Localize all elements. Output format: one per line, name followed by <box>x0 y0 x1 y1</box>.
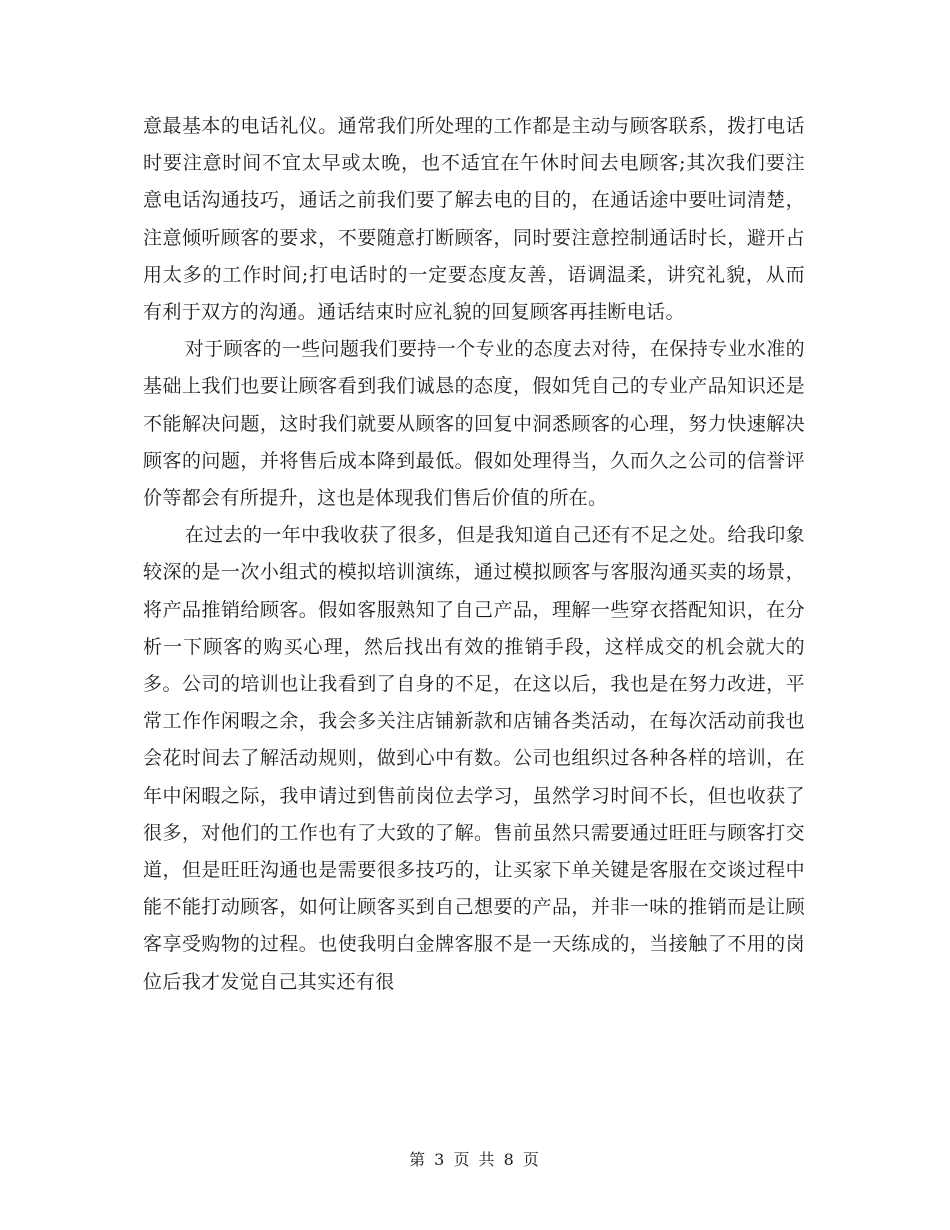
page-number-footer: 第 3 页 共 8 页 <box>409 1150 541 1169</box>
body-text <box>143 108 805 1001</box>
paragraph-1: 意最基本的电话礼仪。通常我们所处理的工作都是主动与顾客联系，拨打电话时要注意时间不宜太早或太晚，也不适宜在午休时间去电顾客;其次我们要注意电话沟通技巧，通话之前我们要了解去电的目的，在通话途中要吐词清楚，注意倾听顾客的要求，不要随意打断顾客，同时要注意控制通话时长，避开占用太多的工作时间;打电话时的一定要态度友善，语调温柔，讲究礼貌，从而有利于双方的沟通。通话结束时应礼貌的回复顾客再挂断电话。 <box>143 115 805 324</box>
paragraph-2: 对于顾客的一些问题我们要持一个专业的态度去对待，在保持专业水准的基础上我们也要让顾客看到我们诚恳的态度，假如凭自己的专业产品知识还是不能解决问题，这时我们就要从顾客的回复中洞悉顾客的心理，努力快速解决顾客的问题，并将售后成本降到最低。假如处理得当，久而久之公司的信誉评价等都会有所提升，这也是体现我们售后价值的所在。 <box>143 338 805 510</box>
paragraph-3: 在过去的一年中我收获了很多，但是我知道自己还有不足之处。给我印象较深的是一次小组式的模拟培训演练，通过模拟顾客与客服沟通买卖的场景，将产品推销给顾客。假如客服熟知了自己产品，理解一些穿衣搭配知识，在分析一下顾客的购买心理，然后找出有效的推销手段，这样成交的机会就大的多。公司的培训也让我看到了自身的不足，在这以后，我也是在努力改进，平常工作作闲暇之余，我会多关注店铺新款和店铺各类活动，在每次活动前我也会花时间去了解活动规则，做到心中有数。公司也组织过各种各样的培训，在年中闲暇之际，我申请过到售前岗位去学习，虽然学习时间不长，但也收获了很多，对他们的工作也有了大致的了解。售前虽然只需要通过旺旺与顾客打交道，但是旺旺沟通也是需要很多技巧的，让买家下单关键是客服在交谈过程中能不能打动顾客，如何让顾客买到自己想要的产品，并非一味的推销而是让顾客享受购物的过程。也使我明白金牌客服不是一天练成的，当接触了不用的岗位后我才发觉自己其实还有很 <box>143 524 805 993</box>
